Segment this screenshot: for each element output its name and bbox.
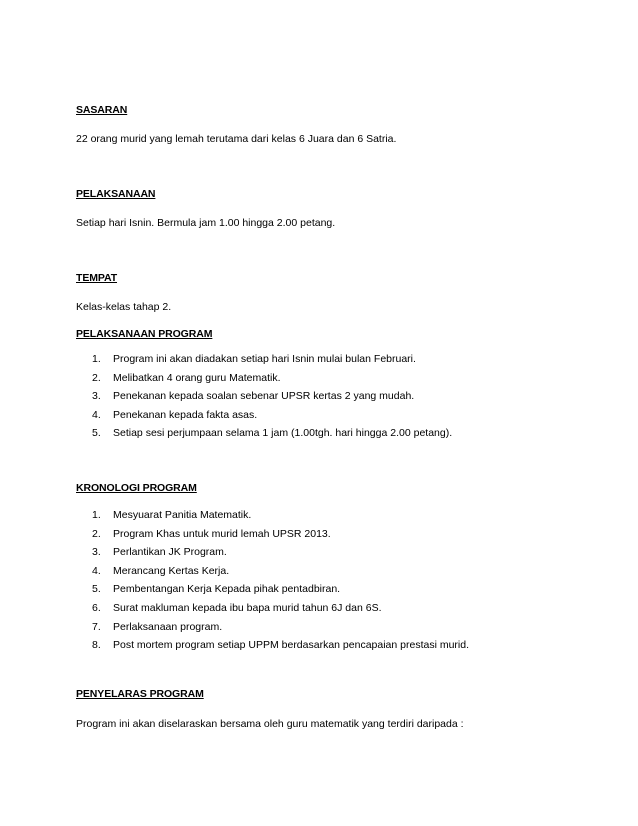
list-item-text: Surat makluman kepada ibu bapa murid tahun 6J dan 6S.	[113, 601, 382, 614]
list-item-number: 7.	[92, 620, 101, 633]
list-item	[76, 543, 469, 562]
list-item-text: Penekanan kepada fakta asas.	[113, 408, 258, 421]
list-item-number: 6.	[92, 601, 101, 614]
list-item-text: Program ini akan diadakan setiap hari Isnin mulai bulan Februari.	[113, 353, 416, 365]
list-item-number: 5.	[92, 427, 101, 440]
list-item-number: 2.	[92, 527, 101, 540]
penyelaras-program-text: Program ini akan diselaraskan bersama oleh guru matematik yang terdiri daripada :	[76, 718, 464, 730]
list-item	[76, 618, 469, 637]
list-item-text: Perlantikan JK Program.	[113, 546, 227, 559]
list-item	[76, 580, 469, 599]
kronologi-program-list	[76, 506, 469, 655]
list-item	[76, 636, 469, 655]
tempat-heading: TEMPAT	[76, 272, 118, 284]
list-item	[76, 525, 469, 544]
list-item-number: 4.	[92, 564, 101, 577]
list-item-number: 5.	[92, 583, 101, 596]
list-item-number: 1.	[92, 509, 101, 521]
list-item-text: Mesyuarat Panitia Matematik.	[113, 509, 252, 521]
list-item-text: Pembentangan Kerja Kepada pihak pentadbiran.	[113, 583, 341, 596]
list-item	[76, 506, 469, 525]
pelaksanaan-text: Setiap hari Isnin. Bermula jam 1.00 hingga 2.00 petang.	[76, 217, 336, 229]
kronologi-program-heading: KRONOLOGI PROGRAM	[76, 482, 197, 494]
list-item-number: 2.	[92, 371, 101, 384]
penyelaras-program-heading: PENYELARAS PROGRAM	[76, 688, 204, 700]
list-item-number: 1.	[92, 353, 101, 365]
tempat-text: Kelas-kelas tahap 2.	[76, 301, 172, 313]
list-item-number: 8.	[92, 639, 101, 652]
list-item-text: Program Khas untuk murid lemah UPSR 2013.	[113, 527, 331, 540]
list-item-number: 3.	[92, 546, 101, 559]
list-item-text: Penekanan kepada soalan sebenar UPSR kertas 2 yang mudah.	[113, 390, 415, 403]
list-item-text: Merancang Kertas Kerja.	[113, 564, 230, 577]
list-item-text: Setiap sesi perjumpaan selama 1 jam (1.00tgh. hari hingga 2.00 petang).	[113, 427, 453, 440]
list-item-number: 3.	[92, 390, 101, 403]
list-item	[76, 599, 469, 618]
list-item	[76, 406, 452, 425]
list-item-text: Melibatkan 4 orang guru Matematik.	[113, 371, 281, 384]
list-item	[76, 387, 452, 406]
pelaksanaan-program-list	[76, 350, 452, 443]
pelaksanaan-program-heading: PELAKSANAAN PROGRAM	[76, 328, 213, 340]
list-item-text: Post mortem program setiap UPPM berdasarkan pencapaian prestasi murid.	[113, 639, 469, 652]
sasaran-heading: SASARAN	[76, 104, 128, 116]
list-item-number: 4.	[92, 408, 101, 421]
list-item	[76, 369, 452, 388]
list-item	[76, 562, 469, 581]
pelaksanaan-heading: PELAKSANAAN	[76, 188, 156, 200]
list-item	[76, 350, 452, 369]
list-item	[76, 424, 452, 443]
sasaran-text: 22 orang murid yang lemah terutama dari kelas 6 Juara dan 6 Satria.	[76, 133, 397, 145]
list-item-text: Perlaksanaan program.	[113, 620, 223, 633]
